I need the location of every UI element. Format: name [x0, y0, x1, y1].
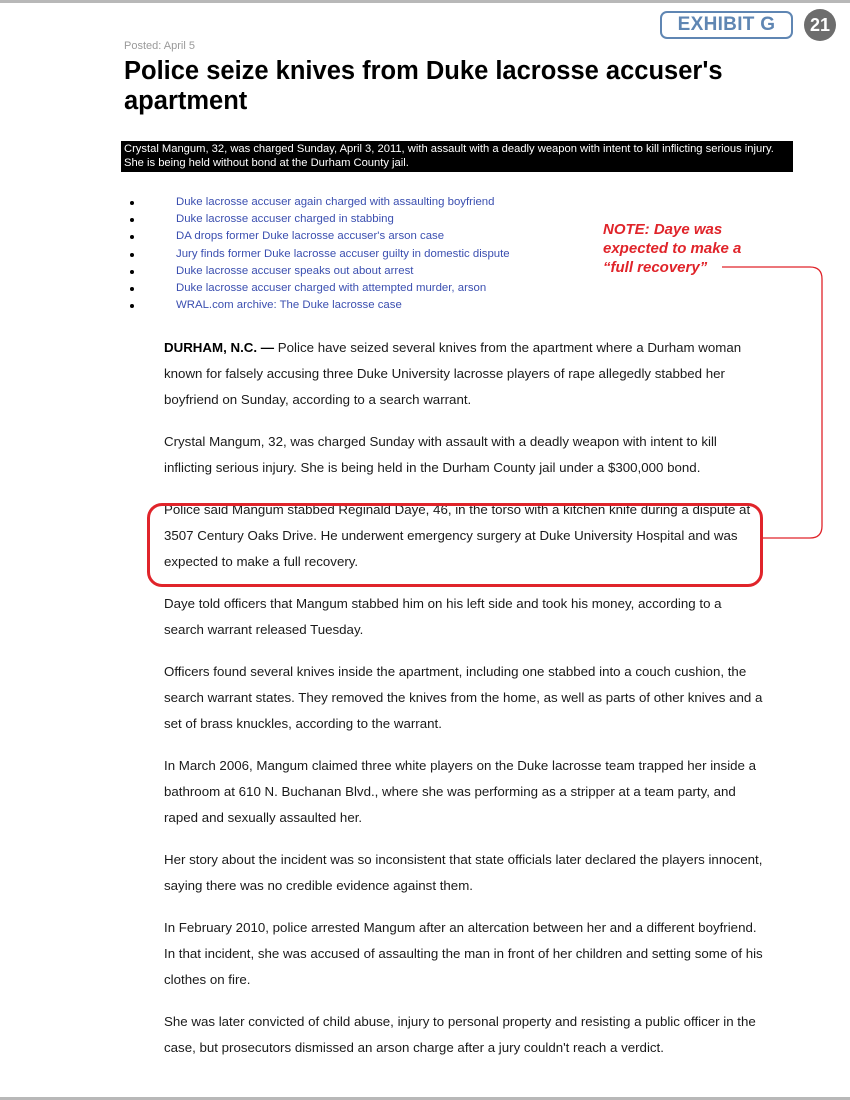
note-line: “full recovery” [603, 259, 708, 276]
related-link[interactable]: Duke lacrosse accuser speaks out about arrest [176, 264, 414, 277]
highlighted-paragraph: Police said Mangum stabbed Reginald Daye, 46, in the torso with a kitchen knife during a dispute at 3507 Century Oaks Drive. He underwent emergency surgery at Duke University Hospital and was expected to make a full recovery. [164, 502, 751, 569]
article-paragraph: In March 2006, Mangum claimed three white players on the Duke lacrosse team trapped her inside a bathroom at 610 N. Buchanan Blvd., where she was performing as a stripper at a team party, and raped and sexually assaulted her. [164, 758, 757, 825]
article-paragraph: Officers found several knives inside the apartment, including one stabbed into a couch cushion, the search warrant states. They removed the knives from the home, as well as parts of other knives and a set of brass knuckles, according to the warrant. [164, 664, 763, 731]
related-link[interactable]: WRAL.com archive: The Duke lacrosse case [176, 299, 402, 312]
exhibit-label: EXHIBIT G [660, 11, 793, 39]
article-paragraph: In February 2010, police arrested Mangum after an altercation between her and a different boyfriend. In that incident, she was accused of assaulting the man in front of her children and setting some of his clothes on fire. [164, 920, 763, 987]
related-link[interactable]: Jury finds former Duke lacrosse accuser guilty in domestic dispute [176, 247, 510, 260]
article-paragraph: Her story about the incident was so inconsistent that state officials later declared the players innocent, saying there was no credible evidence against them. [164, 852, 763, 893]
related-link[interactable]: Duke lacrosse accuser again charged with assaulting boyfriend [176, 196, 495, 208]
article-paragraph: Daye told officers that Mangum stabbed him on his left side and took his money, according to a search warrant released Tuesday. [164, 596, 722, 637]
related-link[interactable]: DA drops former Duke lacrosse accuser's arson case [176, 230, 445, 243]
article-paragraph: She was later convicted of child abuse, injury to personal property and resisting a public officer in the case, but prosecutors dismissed an arson charge after a jury couldn't reach a verdict. [164, 1014, 756, 1055]
page-number-badge: 21 [804, 9, 836, 41]
photo-caption: Crystal Mangum, 32, was charged Sunday, April 3, 2011, with assault with a deadly weapon with intent to kill inflicting serious injury. She is being held without bond at the Durham County jail. [121, 141, 793, 172]
article-headline: Police seize knives from Duke lacrosse accuser's apartment [124, 57, 723, 115]
note-line: NOTE: Daye was [603, 221, 723, 238]
posted-date: Posted: April 5 [124, 40, 195, 52]
paragraph-text: Police have seized several knives from the apartment where a Durham woman known for falsely accusing three Duke University lacrosse players of rape allegedly stabbed her boyfriend on Sunday, according to a search warrant. [164, 340, 742, 407]
dateline: DURHAM, N.C. — [164, 340, 275, 355]
article-paragraph: Crystal Mangum, 32, was charged Sunday with assault with a deadly weapon with intent to kill inflicting serious injury. She is being held in the Durham County jail under a $300,000 bond. [164, 434, 717, 475]
connector-line [722, 267, 822, 538]
related-link[interactable]: Duke lacrosse accuser charged in stabbing [176, 213, 394, 226]
note-line: expected to make a [603, 240, 742, 257]
related-link[interactable]: Duke lacrosse accuser charged with attempted murder, arson [176, 281, 487, 294]
